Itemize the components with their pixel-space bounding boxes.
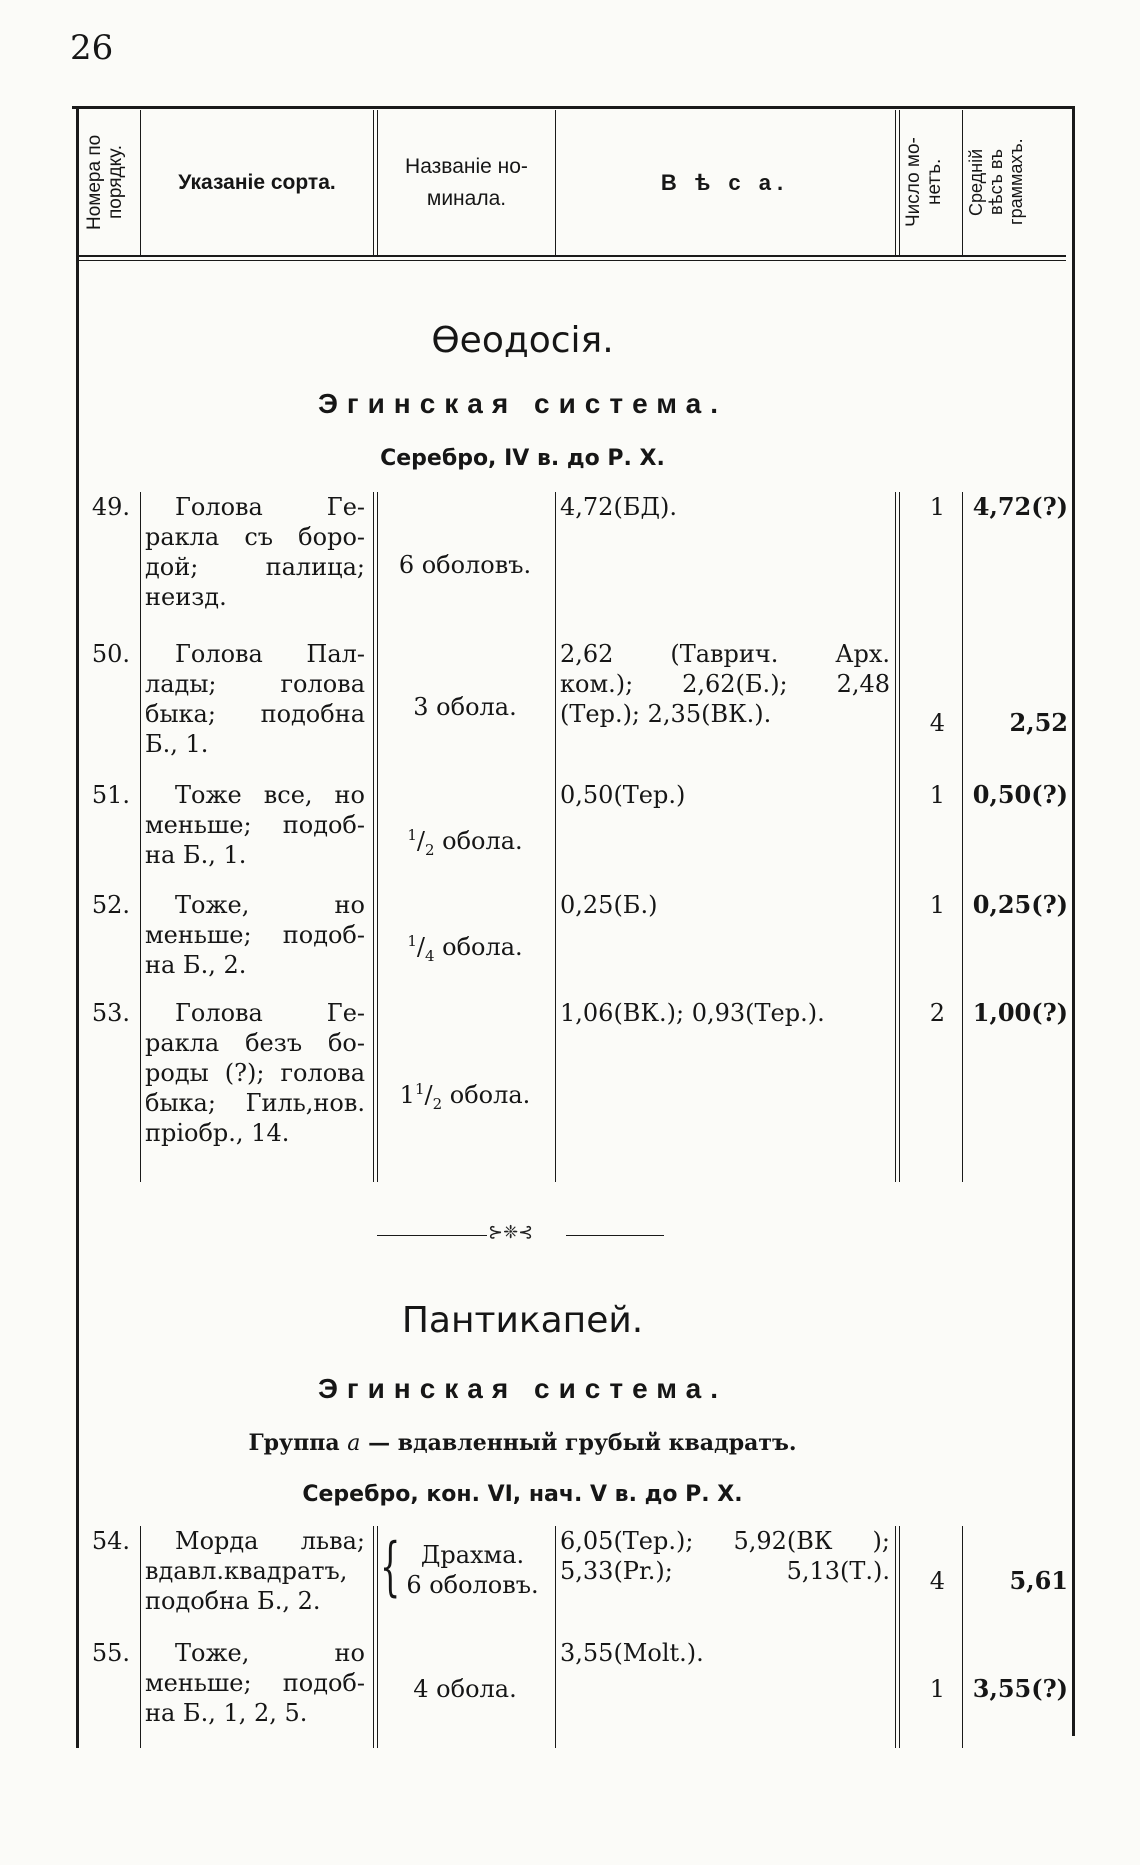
header-nominal <box>379 110 554 255</box>
s2-sep-3 <box>555 1526 556 1748</box>
header-count-l1: Число мо- <box>903 137 924 227</box>
header-weight-text: В ѣ с а. <box>660 169 790 195</box>
row-number: 51. <box>91 781 130 809</box>
header-avg-l2: вѣсъ въ <box>986 148 1006 216</box>
s1-sep-5 <box>962 492 963 1182</box>
sort-line: роды (?); голова <box>145 1059 365 1087</box>
fraction-denominator: 4 <box>424 946 435 965</box>
fraction-denominator: 2 <box>432 1094 443 1113</box>
section1-system: Эгинская система. <box>318 388 727 419</box>
sort-line: Голова Пал- <box>175 640 365 668</box>
row-count: 1 <box>929 891 945 919</box>
hdr-sep-3 <box>555 110 556 256</box>
s1-sep-3 <box>555 492 556 1182</box>
row-count: 1 <box>929 493 945 521</box>
header-sort-text: Указаніе сорта. <box>178 170 336 194</box>
sort-line: Голова Ге- <box>175 999 365 1027</box>
nominal-word: обола. <box>442 827 523 855</box>
row-avg: 0,50(?) <box>972 780 1068 809</box>
nominal-line: Драхма. <box>420 1541 525 1569</box>
sort-line: меньше; подоб- <box>145 811 365 839</box>
row-count: 1 <box>929 781 945 809</box>
nominal-word: обола. <box>442 933 523 961</box>
row-weights <box>560 639 890 729</box>
s2-sep-2b <box>377 1526 378 1748</box>
sort-line: ракла съ боро- <box>145 523 365 551</box>
row-weights <box>560 780 890 810</box>
row-nominal: $^1/_4$ обола. <box>407 932 523 965</box>
header-count-l2: нетъ. <box>924 158 945 206</box>
row-weights <box>560 998 890 1028</box>
sort-line: вдавл.квадратъ, <box>145 1557 348 1585</box>
table-top-rule <box>72 106 1072 109</box>
header-weight <box>557 110 893 255</box>
s2-sep-4b <box>899 1526 900 1748</box>
sort-line: неизд. <box>145 583 227 611</box>
sort-line: ракла безъ бо- <box>145 1029 365 1057</box>
row-number: 49. <box>91 493 130 521</box>
page-number: 26 <box>70 28 114 68</box>
hdr-sep-4b <box>899 110 900 256</box>
sort-line: меньше; подоб- <box>145 921 365 949</box>
weight-line: 3,55(Molt.). <box>560 1639 704 1667</box>
weight-line: (Тер.); 2,35(ВК.). <box>560 700 772 728</box>
fraction-numerator: 1 <box>407 826 417 844</box>
row-weights <box>560 1526 890 1586</box>
header-nominal-l1: Названіе но- <box>405 154 528 178</box>
section2-system: Эгинская система. <box>318 1373 727 1404</box>
row-sort <box>145 1526 365 1616</box>
brace-icon: { <box>380 1530 401 1604</box>
section2-metal: Серебро, кон. VI, нач. V в. до Р. Х. <box>302 1482 743 1507</box>
section2-group <box>0 1430 1045 1456</box>
s1-sep-2a <box>373 492 374 1182</box>
sort-line: лады; голова <box>145 670 365 698</box>
s1-sep-4a <box>895 492 896 1182</box>
row-sort <box>145 1638 365 1728</box>
sort-line: меньше; подоб- <box>145 1669 365 1697</box>
row-nominal: 6 оболовъ. <box>398 551 532 579</box>
s1-sep-2b <box>377 492 378 1182</box>
row-number: 54. <box>91 1527 130 1555</box>
row-nominal: 4 обола. <box>413 1675 517 1703</box>
hdr-sep-2b <box>377 110 378 256</box>
row-count: 1 <box>929 1675 945 1703</box>
header-bottom-rule <box>76 255 1066 257</box>
nominal-word: обола. <box>449 1081 531 1109</box>
header-nominal-l2: минала. <box>426 186 507 210</box>
divider-right-line <box>566 1235 664 1236</box>
row-count: 2 <box>929 999 945 1027</box>
hdr-sep-4a <box>895 110 896 256</box>
row-sort <box>145 780 365 870</box>
sort-line: быка; подобна <box>145 700 365 728</box>
right-border <box>1072 106 1075 1736</box>
weight-line: 6,05(Тер.); 5,92(ВК ); <box>560 1527 890 1555</box>
s2-sep-2a <box>373 1526 374 1748</box>
header-sort <box>142 110 372 255</box>
header-number-l1: Номера по <box>84 134 105 230</box>
row-weights <box>560 492 890 522</box>
row-number: 52. <box>91 891 130 919</box>
sort-line: Б., 1. <box>145 730 209 758</box>
sort-line: Тоже, но <box>175 1639 365 1667</box>
row-count: 4 <box>929 1567 945 1595</box>
row-sort <box>145 639 365 759</box>
sort-line: на Б., 1, 2, 5. <box>145 1699 308 1727</box>
weight-line: 0,25(Б.) <box>560 891 658 919</box>
row-avg: 3,55(?) <box>972 1674 1068 1703</box>
row-weights <box>560 1638 890 1668</box>
hdr-sep-2a <box>373 110 374 256</box>
sort-line: подобна Б., 2. <box>145 1587 321 1615</box>
hdr-sep-5 <box>962 110 963 256</box>
row-nominal: $^1/_2$ обола. <box>407 826 523 859</box>
sort-line: быка; Гиль,нов. <box>145 1089 365 1117</box>
row-sort <box>145 998 365 1148</box>
s2-sep-1 <box>140 1526 141 1748</box>
row-nominal: $1^1/_2$ обола. <box>399 1080 531 1113</box>
group-rest: — вдавленный грубый квадратъ. <box>368 1430 797 1456</box>
header-count <box>903 114 959 250</box>
sort-line: Тоже все, но <box>175 781 365 809</box>
fraction-numerator: 1 <box>414 1080 425 1098</box>
s1-sep-1 <box>140 492 141 1182</box>
sort-line: на Б., 1. <box>145 841 247 869</box>
row-number: 55. <box>91 1639 130 1667</box>
s2-sep-4a <box>895 1526 896 1748</box>
row-avg: 1,00(?) <box>972 998 1068 1027</box>
row-weights <box>560 890 890 920</box>
weight-line: 4,72(БД). <box>560 493 677 521</box>
divider-left-line <box>377 1235 487 1236</box>
weight-line: 1,06(ВК.); 0,93(Тер.). <box>560 999 825 1027</box>
row-number: 53. <box>91 999 130 1027</box>
row-avg: 5,61 <box>1009 1566 1068 1595</box>
sort-line: Морда льва; <box>175 1527 365 1555</box>
group-letter: a <box>347 1431 361 1456</box>
sort-line: Голова Ге- <box>175 493 365 521</box>
header-avg <box>966 114 1066 250</box>
fraction-whole: 1 <box>399 1081 415 1109</box>
sort-line: пріобр., 14. <box>145 1119 290 1147</box>
nominal-line: 6 оболовъ. <box>406 1571 539 1599</box>
fraction-numerator: 1 <box>407 932 417 950</box>
section2-city: Пантикапей. <box>401 1300 644 1341</box>
weight-line: 2,62 (Таврич. Арх. <box>560 640 890 668</box>
sort-line: Тоже, но <box>175 891 365 919</box>
header-avg-l3: граммахъ. <box>1006 138 1026 226</box>
row-nominal: 3 обола. <box>413 693 517 721</box>
row-number: 50. <box>91 640 130 668</box>
weight-line: 5,33(Pr.); 5,13(Т.). <box>560 1557 890 1585</box>
header-number-l2: порядку. <box>105 145 126 219</box>
section1-metal: Серебро, IV в. до Р. Х. <box>380 446 665 471</box>
row-avg: 0,25(?) <box>972 890 1068 919</box>
header-avg-l1: Средній <box>966 148 986 216</box>
row-avg: 4,72(?) <box>972 492 1068 521</box>
row-sort <box>145 890 365 980</box>
header-bottom-rule-2 <box>76 260 1066 261</box>
weight-line: ком.); 2,62(Б.); 2,48 <box>560 670 890 698</box>
fraction-denominator: 2 <box>424 840 435 859</box>
s2-sep-5 <box>962 1526 963 1748</box>
row-count: 4 <box>929 709 945 737</box>
divider-flourish-icon: ⊱❈⊰ <box>488 1222 534 1243</box>
s1-sep-4b <box>899 492 900 1182</box>
sort-line: дой; палица; <box>145 553 365 581</box>
row-avg: 2,52 <box>1009 708 1068 737</box>
sort-line: на Б., 2. <box>145 951 247 979</box>
weight-line: 0,50(Тер.) <box>560 781 686 809</box>
hdr-sep-1 <box>140 110 141 256</box>
row-sort <box>145 492 365 612</box>
header-number <box>84 114 134 250</box>
row-nominal <box>395 1540 550 1600</box>
group-prefix: Группа <box>248 1430 340 1456</box>
section1-city: Өеодосія. <box>431 320 614 361</box>
